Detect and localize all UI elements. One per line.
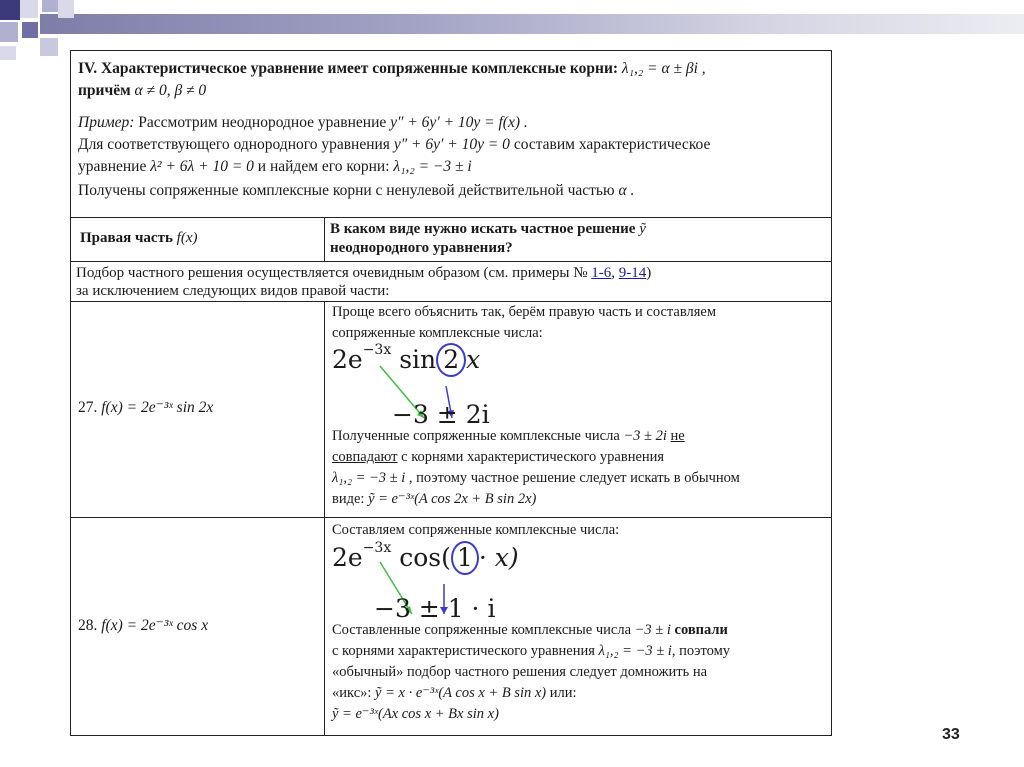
row27-conclusion-c: , поэтому частное решение следует искать в обычном <box>408 470 740 486</box>
char-text2: и найдем его корни: <box>257 158 390 175</box>
row28-conclusion-num: −3 ± i <box>634 622 671 638</box>
row28-conclusion-b: с корнями характеристического уравнения <box>332 643 595 659</box>
page-number: 33 <box>942 726 960 743</box>
decorative-square <box>22 22 38 38</box>
char-formula: λ² + 6λ + 10 = 0 <box>150 158 254 175</box>
char-text: уравнение <box>78 158 147 175</box>
row27-big-x: x <box>466 345 481 374</box>
heading-formula: λ₁,₂ = α ± βi , <box>621 60 706 77</box>
row28-conclusion-roots: λ₁,₂ = −3 ± i <box>598 643 672 659</box>
decorative-square <box>0 46 16 60</box>
table-header-row <box>70 218 832 262</box>
row28-conclusion <box>332 620 826 725</box>
row27-label: 27. <box>78 399 98 416</box>
homog-text: Для соответствующего однородного уравнения <box>78 136 390 153</box>
row27-left-cell <box>78 398 213 417</box>
example-label: Пример: <box>78 114 135 131</box>
row27-big-func: sin <box>399 345 437 374</box>
note-text2: ) <box>646 265 652 281</box>
roots-formula: λ₁,₂ = −3 ± i <box>393 158 472 175</box>
row27-formula: f(x) = 2e⁻³ˣ sin 2x <box>101 399 214 416</box>
header-left-cell <box>80 230 197 247</box>
row28-big-func: cos <box>399 543 442 572</box>
header-left-label: Правая часть <box>80 230 173 246</box>
row27-answer: ỹ = e⁻³ˣ(A cos 2x + B sin 2x) <box>368 491 537 507</box>
decorative-square <box>0 22 18 42</box>
row28-answer1: ỹ = x · e⁻³ˣ(A cos x + B sin x) <box>375 685 547 701</box>
header-right-cell <box>330 220 810 258</box>
row28-label: 28. <box>78 617 98 634</box>
conclusion-alpha: α . <box>618 182 635 199</box>
row28-answer2: ỹ = e⁻³ˣ(Ax cos x + Bx sin x) <box>332 706 499 722</box>
note-separator: , <box>611 265 616 281</box>
row28-explain1: Составляем сопряженные комплексные числа: <box>332 522 620 538</box>
row27-conclusion-coincide: совпадают <box>332 449 398 465</box>
example-formula: y″ + 6y′ + 10y = f(x) . <box>390 114 528 131</box>
intro-heading: IV. Характеристическое уравнение имеет сопряженные комплексные корни: <box>78 60 619 77</box>
header-right-symbol: ỹ <box>639 221 646 237</box>
row28-explain <box>332 520 826 541</box>
row27-conclusion-roots: λ₁,₂ = −3 ± i <box>332 470 406 486</box>
header-left-formula: f(x) <box>176 230 198 246</box>
row27-explain2: сопряженные комплексные числа: <box>332 325 543 341</box>
row28-result: −3 ± 1 · i <box>374 594 496 623</box>
header-right-line2: неоднородного уравнения? <box>330 240 513 256</box>
decorative-square <box>40 38 58 56</box>
note-text3: за исключением следующих видов правой части: <box>76 283 390 299</box>
row27-explain1: Проще всего объяснить так, берём правую часть и составляем <box>332 304 717 320</box>
example-text: Рассмотрим неоднородное уравнение <box>138 114 387 131</box>
row28-formula: f(x) = 2e⁻³ˣ cos x <box>101 617 209 634</box>
decorative-square <box>0 0 20 20</box>
note-row <box>70 262 832 302</box>
row27-big-left: 2e <box>332 345 363 374</box>
row28-conclusion-d: «обычный» подбор частного решения следует домножить на <box>332 664 708 680</box>
row28-or: или: <box>549 685 577 701</box>
row28-big-exp: −3x <box>362 540 392 556</box>
header-right-line1: В каком виде нужно искать частное решение <box>330 221 636 237</box>
decorative-square <box>20 0 38 18</box>
row27-explain <box>332 302 826 344</box>
note-text1: Подбор частного решения осуществляется очевидным образом (см. примеры № <box>76 265 588 281</box>
link-examples-9-14[interactable]: 9-14 <box>618 265 647 281</box>
row27-conclusion-d: виде: <box>332 491 365 507</box>
row27-conclusion-b: с корнями характеристического уравнения <box>401 449 665 465</box>
table-row-27 <box>70 302 832 518</box>
table-row-28 <box>70 518 832 734</box>
condition-formula: α ≠ 0, β ≠ 0 <box>134 82 207 99</box>
row27-circled-coefficient: 2 <box>436 343 466 377</box>
row28-big-left: 2e <box>332 543 363 572</box>
conclusion-text: Получены сопряженные комплексные корни с ненулевой действительной частью <box>78 182 615 199</box>
row27-conclusion <box>332 426 826 510</box>
row28-conclusion-e: «икс»: <box>332 685 372 701</box>
row28-big-rest: · x) <box>478 543 519 572</box>
condition-label: причём <box>78 82 131 99</box>
row27-result: −3 ± 2i <box>392 400 490 429</box>
row28-conclusion-c: , поэтому <box>671 643 731 659</box>
homog-text2: составим характеристическое <box>513 136 711 153</box>
intro-section <box>70 50 832 218</box>
row27-conclusion-a: Полученные сопряженные комплексные числа <box>332 428 620 444</box>
row27-conclusion-num: −3 ± 2i <box>623 428 667 444</box>
row28-conclusion-a: Составленные сопряженные комплексные числа <box>332 622 631 638</box>
row27-big-exp: −3x <box>362 342 392 358</box>
link-examples-1-6[interactable]: 1-6 <box>591 265 612 281</box>
homog-formula: y″ + 6y′ + 10y = 0 <box>393 136 510 153</box>
column-divider <box>324 218 325 262</box>
decorative-top-bar <box>40 14 1024 34</box>
row27-conclusion-not: не <box>670 428 685 444</box>
decorative-square <box>58 0 74 18</box>
row28-circled-coefficient: 1 <box>451 541 479 575</box>
row28-big-expression: $2e^{-3x}$ cos( 1 · x) <box>332 540 519 575</box>
row28-left-cell <box>78 616 208 635</box>
row28-conclusion-coincide: совпали <box>674 622 728 638</box>
